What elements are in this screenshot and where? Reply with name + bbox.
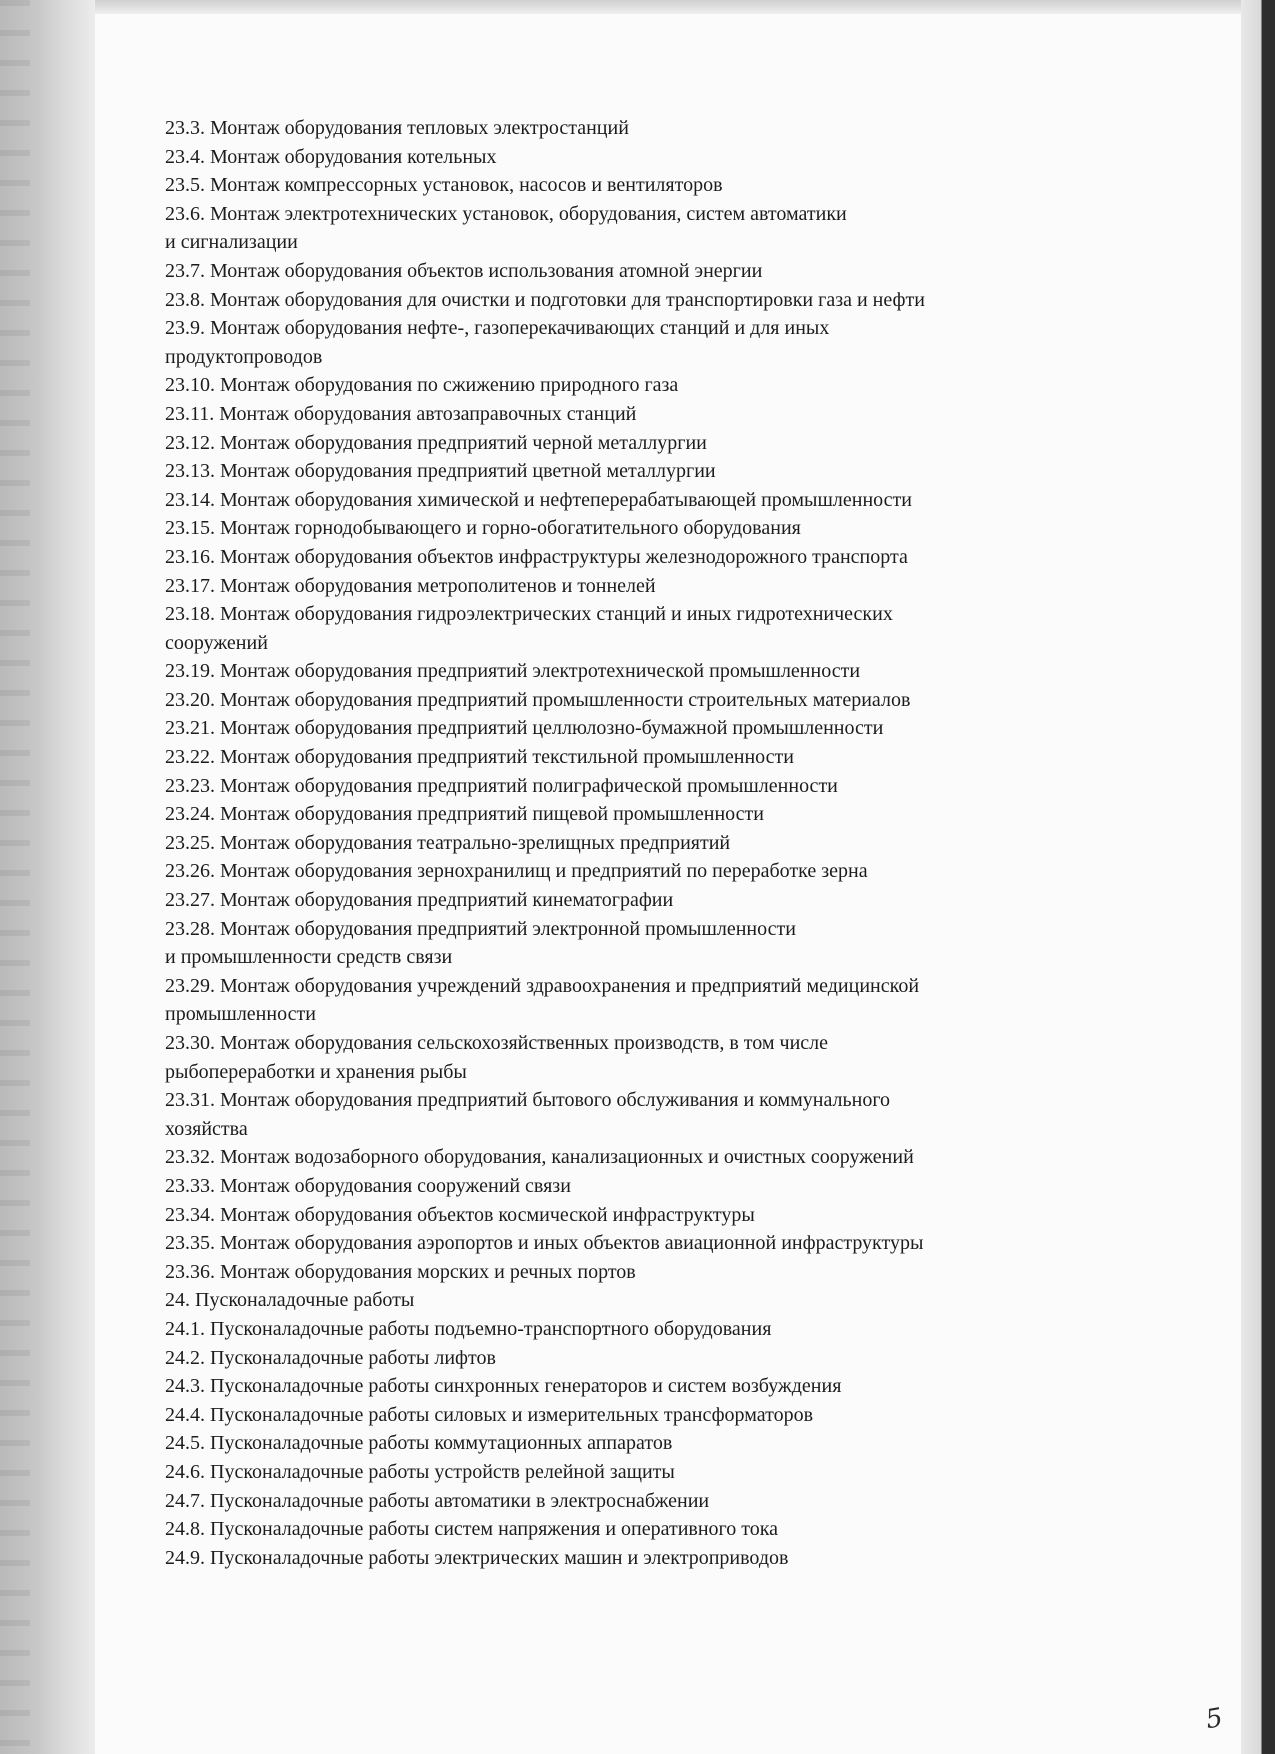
list-line: хозяйства [165, 1117, 248, 1140]
list-line: 23.26. Монтаж оборудования зернохранилищ и предприятий по переработке зерна [165, 860, 868, 883]
list-line: 23.24. Монтаж оборудования предприятий пищевой промышленности [165, 803, 764, 826]
list-line: 23.28. Монтаж оборудования предприятий электронной промышленности [165, 917, 796, 940]
list-line: продуктопроводов [165, 345, 323, 368]
list-line: 23.30. Монтаж оборудования сельскохозяйственных производств, в том числе [165, 1032, 829, 1054]
list-line: 23.17. Монтаж оборудования метрополитенов и тоннелей [165, 574, 656, 597]
list-line: 24.2. Пусконаладочные работы лифтов [165, 1346, 496, 1369]
list-line: 23.36. Монтаж оборудования морских и речных портов [165, 1260, 636, 1283]
list-line: 23.3. Монтаж оборудования тепловых электростанций [165, 117, 629, 139]
binding-stitch-marks [0, 0, 30, 1754]
list-line: 23.9. Монтаж оборудования нефте-, газоперекачивающих станций и для иных [165, 317, 830, 340]
list-line: 23.32. Монтаж водозаборного оборудования, канализационных и очистных сооружений [165, 1146, 914, 1169]
list-line: 23.35. Монтаж оборудования аэропортов и иных объектов авиационной инфраструктуры [165, 1232, 924, 1255]
list-line: 23.27. Монтаж оборудования предприятий кинематографии [165, 889, 674, 912]
work-types-list [165, 114, 1145, 1572]
list-line: 24. Пусконаладочные работы [165, 1289, 415, 1312]
list-line: промышленности [165, 1003, 316, 1026]
list-line: 23.25. Монтаж оборудования театрально-зрелищных предприятий [165, 831, 731, 854]
list-line: 24.1. Пусконаладочные работы подъемно-транспортного оборудования [165, 1317, 772, 1340]
list-line: 23.15. Монтаж горнодобывающего и горно-обогатительного оборудования [165, 517, 801, 540]
list-line: 23.22. Монтаж оборудования предприятий текстильной промышленности [165, 746, 794, 769]
list-line: 23.29. Монтаж оборудования учреждений здравоохранения и предприятий медицинской [165, 974, 920, 997]
list-line: 24.4. Пусконаладочные работы силовых и измерительных трансформаторов [165, 1403, 814, 1426]
list-line: и промышленности средств связи [165, 946, 453, 969]
list-line: 23.4. Монтаж оборудования котельных [165, 145, 497, 168]
list-line: 23.8. Монтаж оборудования для очистки и подготовки для транспортировки газа и нефти [165, 288, 925, 311]
list-line: 23.16. Монтаж оборудования объектов инфраструктуры железнодорожного транспорта [165, 545, 908, 568]
list-line: 23.34. Монтаж оборудования объектов космической инфраструктуры [165, 1203, 755, 1226]
list-line: 23.33. Монтаж оборудования сооружений связи [165, 1174, 571, 1197]
list-line: 23.19. Монтаж оборудования предприятий электротехнической промышленности [165, 660, 861, 683]
list-line: сооружений [165, 631, 268, 654]
top-page-edge [95, 0, 1241, 14]
list-line: 23.6. Монтаж электротехнических установок, оборудования, систем автоматики [165, 202, 847, 225]
list-line: рыбопереработки и хранения рыбы [165, 1060, 467, 1083]
list-line: 23.7. Монтаж оборудования объектов использования атомной энергии [165, 259, 763, 282]
list-line: 23.5. Монтаж компрессорных установок, насосов и вентиляторов [165, 174, 723, 197]
list-line: 24.3. Пусконаладочные работы синхронных генераторов и систем возбуждения [165, 1375, 842, 1398]
list-line: 23.11. Монтаж оборудования автозаправочных станций [165, 402, 637, 425]
list-line: 23.31. Монтаж оборудования предприятий бытового обслуживания и коммунального [165, 1089, 891, 1112]
list-line: и сигнализации [165, 231, 298, 254]
list-line: 23.21. Монтаж оборудования предприятий целлюлозно-бумажной промышленности [165, 717, 884, 740]
list-line: 23.18. Монтаж оборудования гидроэлектрических станций и иных гидротехнических [165, 603, 893, 626]
list-line: 24.5. Пусконаладочные работы коммутационных аппаратов [165, 1432, 673, 1455]
list-line: 23.12. Монтаж оборудования предприятий черной металлургии [165, 431, 707, 454]
list-line: 24.9. Пусконаладочные работы электрических машин и электроприводов [165, 1546, 789, 1569]
list-line: 23.13. Монтаж оборудования предприятий цветной металлургии [165, 460, 716, 483]
list-line: 24.6. Пусконаладочные работы устройств релейной защиты [165, 1460, 675, 1483]
list-line: 24.8. Пусконаладочные работы систем напряжения и оперативного тока [165, 1518, 779, 1541]
list-line: 23.10. Монтаж оборудования по сжижению природного газа [165, 374, 679, 397]
right-page-edge [1241, 0, 1275, 1754]
list-line: 23.14. Монтаж оборудования химической и нефтеперерабатывающей промышленности [165, 488, 912, 511]
page-number: 5 [1203, 1702, 1226, 1736]
list-line: 23.23. Монтаж оборудования предприятий полиграфической промышленности [165, 774, 838, 797]
list-line: 24.7. Пусконаладочные работы автоматики в электроснабжении [165, 1489, 710, 1512]
list-line: 23.20. Монтаж оборудования предприятий промышленности строительных материалов [165, 688, 911, 711]
